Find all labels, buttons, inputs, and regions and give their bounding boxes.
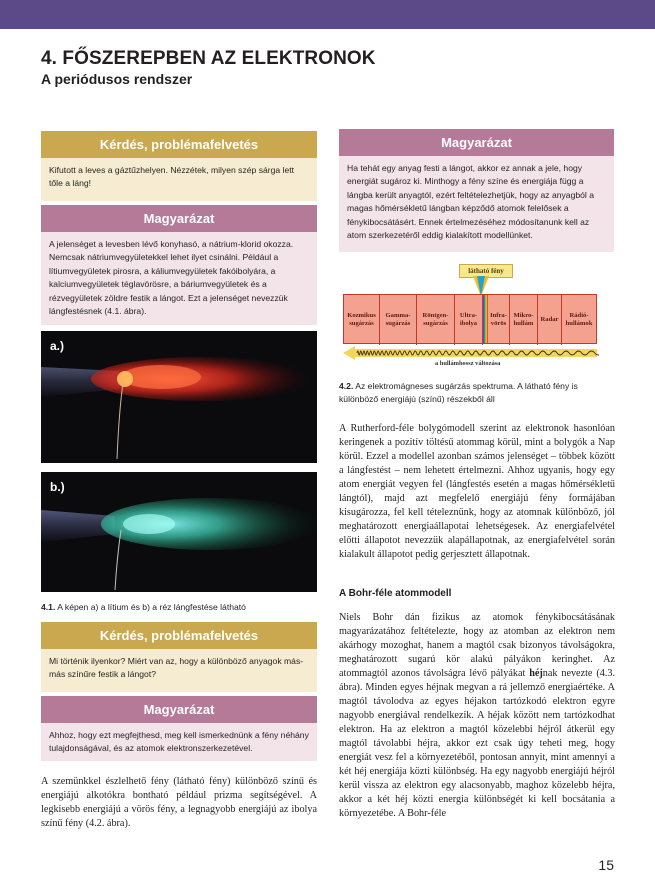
explanation-box-text: Ahhoz, hogy ezt megfejthesd, meg kell ismerkednünk a fény néhány tulajdonságával, és az atomok elektronszerkezetével.: [41, 723, 317, 761]
copper-flame-image: [41, 472, 317, 592]
spectrum-band: Rádió-hullámok: [565, 312, 593, 327]
top-bar: [0, 0, 655, 29]
question-box-1: [41, 131, 317, 201]
page-number: 15: [598, 857, 614, 873]
chapter-title: 4. FŐSZEREPBEN AZ ELEKTRONOK: [41, 48, 376, 69]
bohr-text-part1: Niels Bohr dán fizikus az atomok fénykibocsátásának magyarázatához feltételezte, hogy az atomban az elektron nem akárhogy mozoghat, hanem a magtól csak bizonyos távolságokra, meghatározott sugarú kör alakú pályákon keringhet. Az atommagtól azonos távolságra lévő pályákat: [339, 612, 615, 679]
spectrum-band: Gamma-sugárzás: [380, 295, 417, 345]
chapter-subtitle: A periódusos rendszer: [41, 71, 193, 87]
visible-light-label: látható fény: [459, 264, 513, 278]
explanation-box-1: [41, 205, 317, 325]
explanation-box-2: [41, 696, 317, 761]
question-box-heading: Kérdés, problémafelvetés: [41, 622, 317, 649]
explanation-box-heading: Magyarázat: [41, 696, 317, 723]
question-box-2: [41, 622, 317, 692]
explanation-box-3: [339, 129, 614, 252]
figure-number: 4.2.: [339, 381, 354, 391]
question-box-text: Mi történik ilyenkor? Miért van az, hogy a különböző anyagok más-más színűre festik a lángot?: [41, 649, 317, 692]
right-body-paragraph-2: [339, 611, 615, 821]
photo-label-b: b.): [50, 480, 65, 494]
explanation-box-text: Ha tehát egy anyag festi a lángot, akkor ez annak a jele, hogy energiát sugároz ki. Minthogy a fény színe és energiája függ a lángba került anyagtól, ezért feltételezhetjük, hogy az anyagból a magas hőmérsékletű lángban képződő atomok felelősek a fénykibocsátásért. Ennek értelmezéséhez módosítanunk kell az atom szerkezetéről eddig kialakított modellünket.: [339, 156, 614, 252]
photo-copper-flame: [41, 472, 317, 592]
spectrum-band: Röntgen-sugárzás: [417, 295, 455, 345]
right-body-paragraph-1: A Rutherford-féle bolygómodell szerint az elektronok hasonlóan keringenek a pozitív töltésű atommag körül, mint a bolygók a Nap körül. Ezzel a modellel azonban számos jelenséget – többek között a lángfestést – nem lehetett értelmezni. Ahhoz ugyanis, hogy egy atom energiát vegyen fel (lángfestés esetén a magas hőmérsékletű lángtól), majd azt megfelelő energiájú fény formájában kisugározza, fel kell tételeznünk, hogy az atomnak különböző, jól meghatározott energiaállapotai lehetségesek. Az energiafelvétel előtti állapotot nevezzük alapállapotnak, az energiafelvétel során kialakult állapotot pedig gerjesztett állapotnak.: [339, 423, 615, 560]
spectrum-band: Infra-vörös: [488, 295, 510, 345]
lithium-flame-image: [41, 331, 317, 463]
question-box-heading: Kérdés, problémafelvetés: [41, 131, 317, 158]
explanation-box-text: A jelenséget a levesben lévő konyhasó, a nátrium-klorid okozza. Nemcsak nátriumvegyületekkel lehet ilyet csinálni. Például a lítiumvegyületek pirosra, a káliumvegyületek fakóibolyára, a kalciumvegyületek téglavörösre, a báriumvegyületek és a rézvegyületek zöldre festik a lángot. Ezt a jelenséget nevezzük lángfestésnek (4.1. ábra).: [41, 232, 317, 325]
spectrum-band: Ultra-ibolya: [455, 295, 483, 345]
spectrum-bar: [343, 294, 597, 344]
explanation-box-heading: Magyarázat: [41, 205, 317, 232]
bohr-text-part2: nak nevezte (4.3. ábra). Minden egyes héjnak megvan a rá jellemző energiaértéke. A magtól távolodva az egyes héjakon tartózkodó elektron egyre nagyobb energiával rendelkezik. A héjak között nem tartózkodhat elektron. Ha az elektron a magtól közelebbi héjról átkerül egy magtól távolabbi héjra, akkor ezt csak úgy teheti meg, hogy energiát vesz fel a környezetéből, pontosan annyit, mint amennyi a két héj energiája közti különbség. Ha egy nagyobb energiájú héjról kerül vissza az elektron egy alacsonyabb, maghoz közelebb héjra, akkor a két héj közti energia különbségét ki kell bocsátania a környezetébe. A Bohr-féle: [339, 668, 615, 819]
figure-number: 4.1.: [41, 602, 56, 612]
figure-4-2-caption: [339, 380, 615, 406]
figure-caption-text: Az elektromágneses sugárzás spektruma. A látható fény is különböző energiájú (színű) részekből áll: [339, 381, 578, 404]
wavelength-label: a hullámhossz változása: [435, 360, 501, 367]
explanation-box-heading: Magyarázat: [339, 129, 614, 156]
spectrum-band: Radar: [538, 295, 562, 345]
figure-caption-text: A képen a) a lítium és b) a réz lángfestése látható: [55, 602, 246, 612]
spectrum-band: Mikro-hullám: [510, 295, 538, 345]
bohr-bold-term: héj: [529, 668, 543, 679]
left-body-paragraph: A szemünkkel észlelhető fény (látható fény) különböző színű és energiájú alkotókra bontható például prizma segítségével. A legkisebb energiájú a vörös fény, a legnagyobb energiájú az ibolya színű fény (4.2. ábra).: [41, 776, 317, 829]
photo-lithium-flame: [41, 331, 317, 463]
figure-4-1-caption: [41, 601, 317, 614]
spectrum-figure: [343, 262, 615, 374]
spectrum-band: Kozmikus sugárzás: [344, 295, 380, 345]
bohr-section-heading: A Bohr-féle atommodell: [339, 588, 452, 599]
photo-label-a: a.): [50, 339, 65, 353]
question-box-text: Kifutott a leves a gáztűzhelyen. Nézzétek, milyen szép sárga lett tőle a láng!: [41, 158, 317, 201]
visible-light-funnel: [471, 276, 491, 294]
